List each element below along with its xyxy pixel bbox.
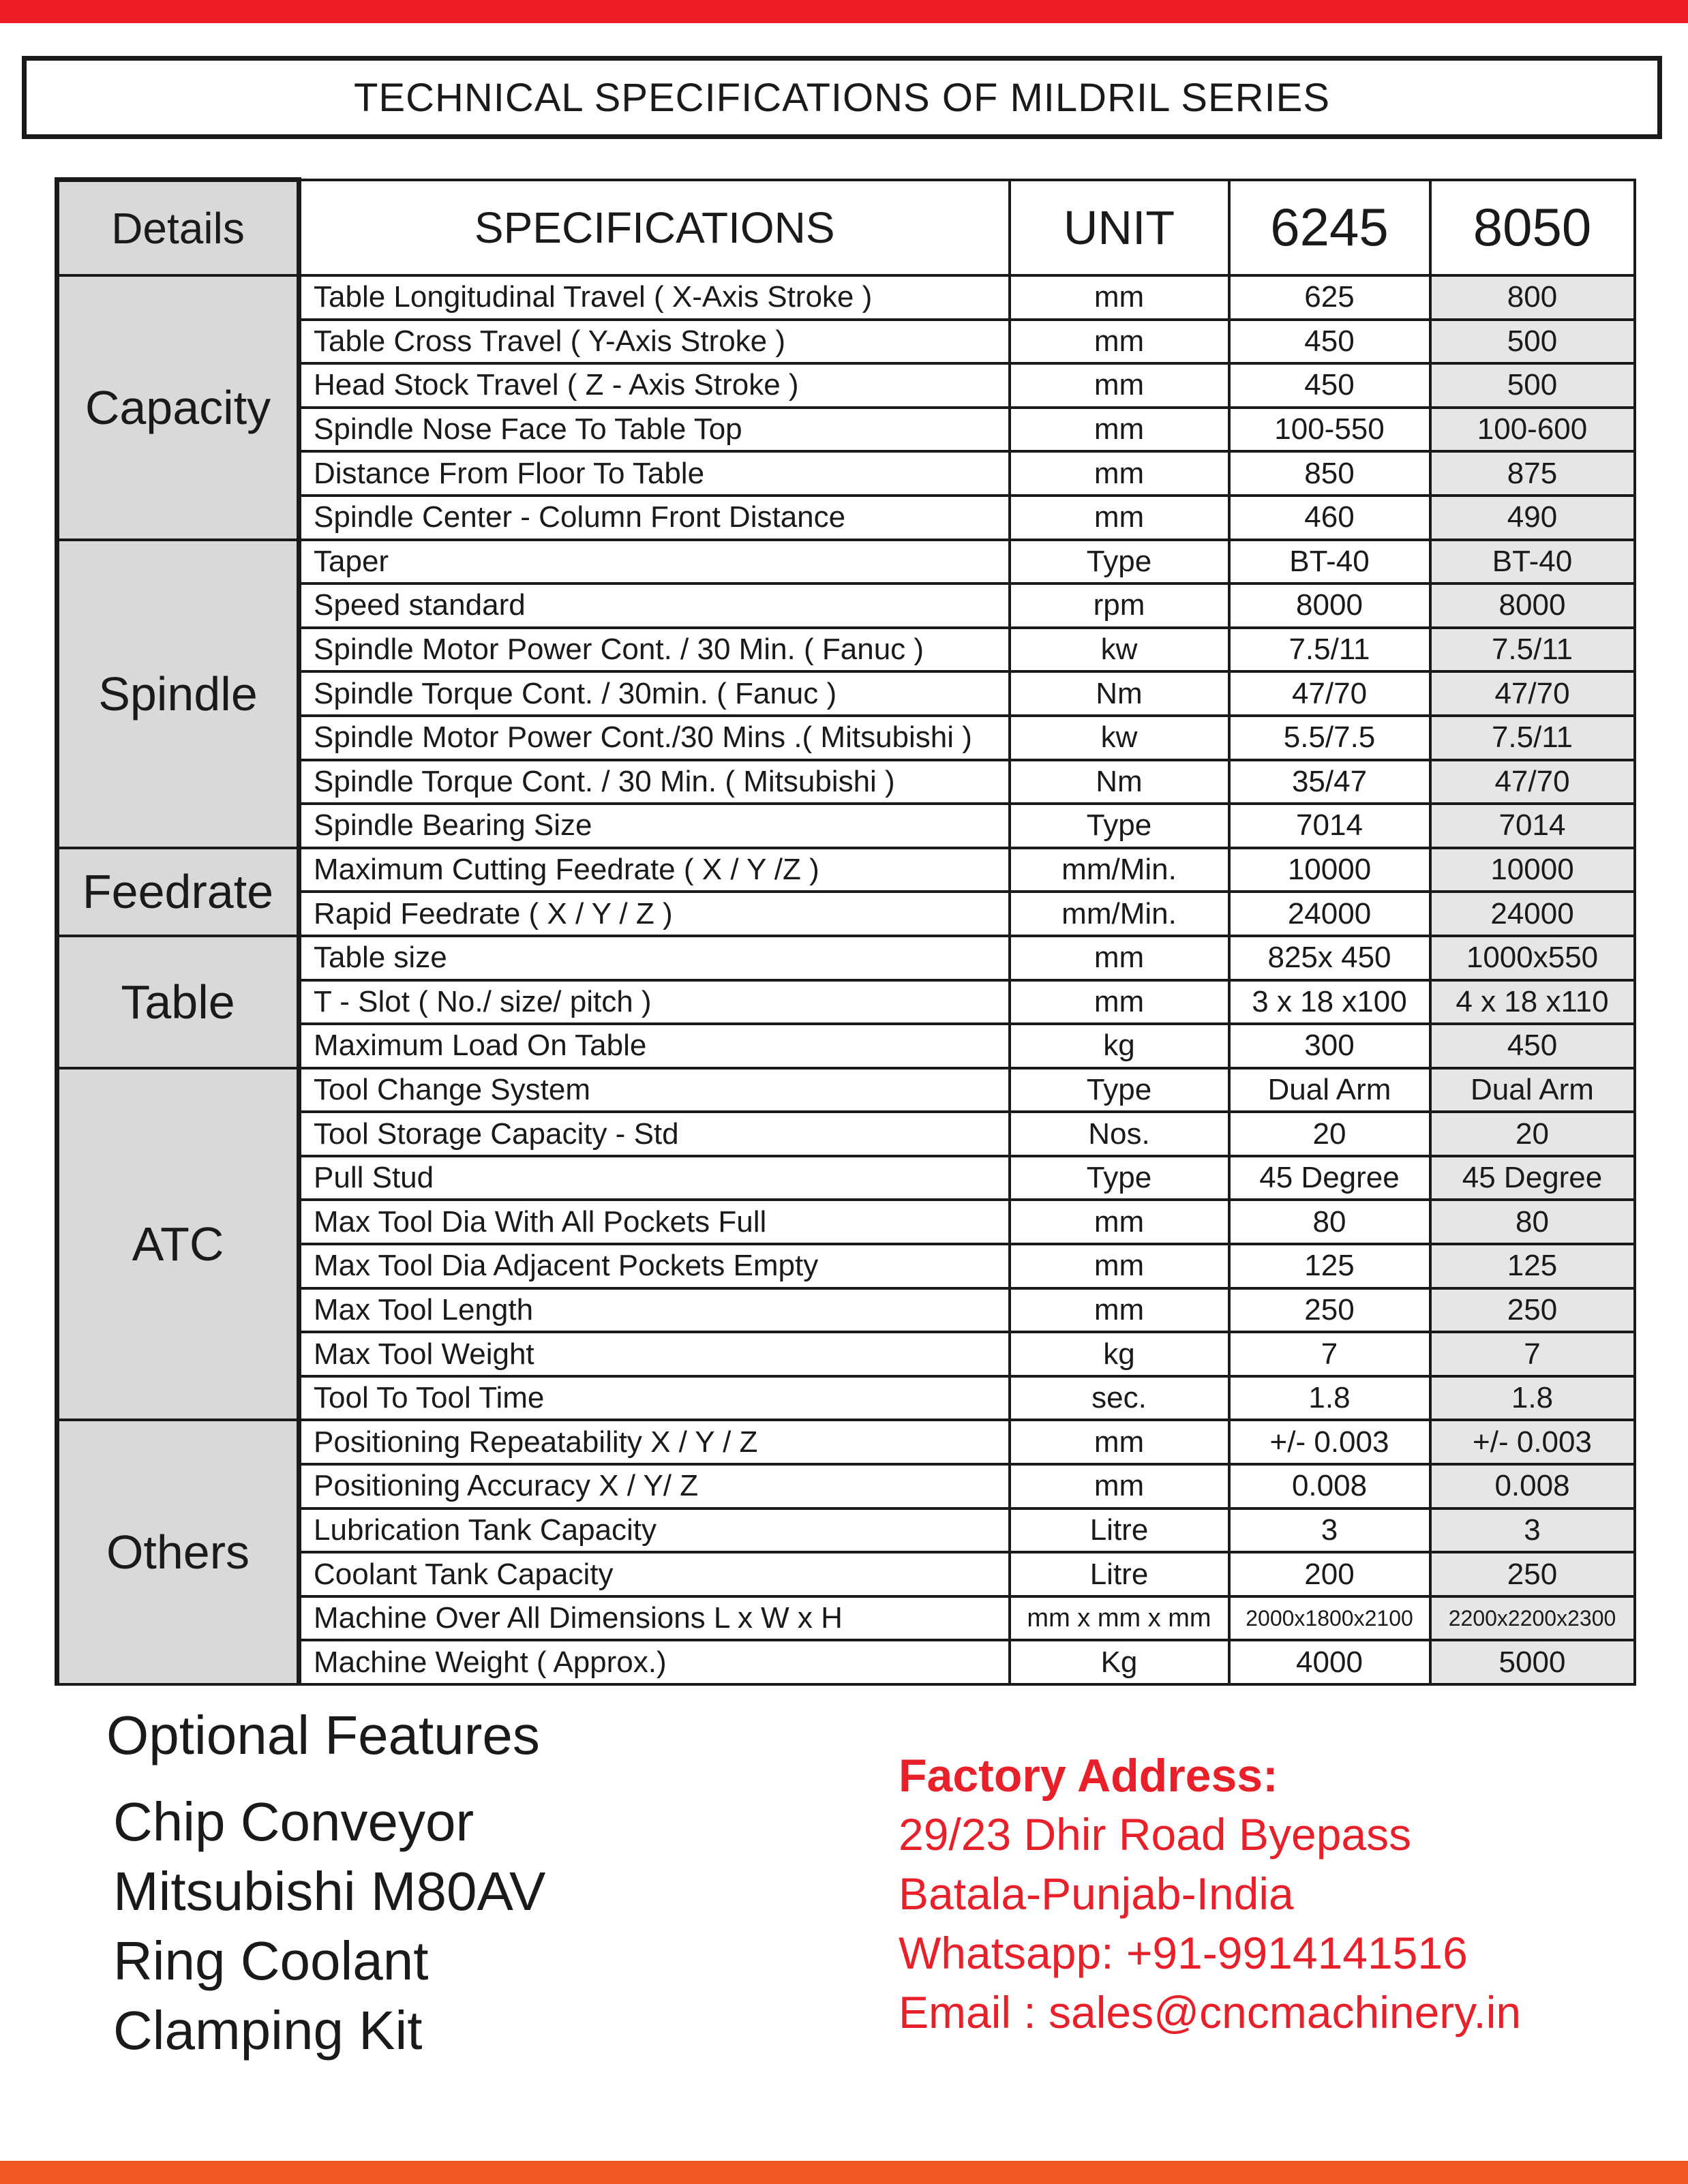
- unit-cell: mm: [1010, 275, 1229, 320]
- optional-feature-item: Chip Conveyor: [113, 1791, 474, 1852]
- unit-cell: Litre: [1010, 1508, 1229, 1553]
- spec-name-cell: Head Stock Travel ( Z - Axis Stroke ): [299, 363, 1010, 408]
- spec-name-cell: Positioning Repeatability X / Y / Z: [299, 1420, 1010, 1464]
- header-model-8050: 8050: [1430, 180, 1635, 276]
- value-6245-cell: 80: [1229, 1200, 1430, 1244]
- optional-features: [106, 1704, 788, 2065]
- spec-name-cell: Distance From Floor To Table: [299, 451, 1010, 496]
- unit-cell: kg: [1010, 1332, 1229, 1376]
- value-6245-cell: 3: [1229, 1508, 1430, 1553]
- spec-name-cell: Speed standard: [299, 583, 1010, 628]
- spec-name-cell: Max Tool Dia With All Pockets Full: [299, 1200, 1010, 1244]
- value-8050-cell: 1.8: [1430, 1376, 1635, 1421]
- value-8050-cell: +/- 0.003: [1430, 1420, 1635, 1464]
- unit-cell: mm: [1010, 980, 1229, 1025]
- unit-cell: Nos.: [1010, 1112, 1229, 1156]
- spec-name-cell: Pull Stud: [299, 1156, 1010, 1200]
- value-6245-cell: 460: [1229, 496, 1430, 540]
- value-8050-cell: 500: [1430, 320, 1635, 364]
- unit-cell: mm: [1010, 1244, 1229, 1288]
- value-8050-cell: 7014: [1430, 804, 1635, 848]
- value-6245-cell: 200: [1229, 1552, 1430, 1596]
- value-8050-cell: 7.5/11: [1430, 716, 1635, 760]
- value-8050-cell: 47/70: [1430, 760, 1635, 804]
- unit-cell: kg: [1010, 1024, 1229, 1068]
- group-label: Feedrate: [57, 848, 299, 936]
- unit-cell: sec.: [1010, 1376, 1229, 1421]
- value-8050-cell: 450: [1430, 1024, 1635, 1068]
- unit-cell: mm: [1010, 320, 1229, 364]
- unit-cell: mm: [1010, 1464, 1229, 1508]
- factory-whatsapp: Whatsapp: +91-9914141516: [899, 1928, 1468, 1978]
- value-8050-cell: Dual Arm: [1430, 1068, 1635, 1112]
- value-6245-cell: +/- 0.003: [1229, 1420, 1430, 1464]
- value-6245-cell: 35/47: [1229, 760, 1430, 804]
- unit-cell: mm x mm x mm: [1010, 1596, 1229, 1641]
- unit-cell: Type: [1010, 1068, 1229, 1112]
- value-8050-cell: 8000: [1430, 583, 1635, 628]
- value-8050-cell: 0.008: [1430, 1464, 1635, 1508]
- value-6245-cell: 24000: [1229, 892, 1430, 936]
- value-6245-cell: 825x 450: [1229, 936, 1430, 980]
- unit-cell: mm: [1010, 1200, 1229, 1244]
- spec-name-cell: Machine Weight ( Approx.): [299, 1640, 1010, 1684]
- spec-name-cell: Positioning Accuracy X / Y/ Z: [299, 1464, 1010, 1508]
- spec-name-cell: T - Slot ( No./ size/ pitch ): [299, 980, 1010, 1025]
- group-label: Capacity: [57, 275, 299, 540]
- table-row: [57, 936, 1635, 980]
- header-unit: UNIT: [1010, 180, 1229, 276]
- value-8050-cell: 10000: [1430, 848, 1635, 892]
- optional-feature-item: Mitsubishi M80AV: [113, 1861, 546, 1922]
- value-6245-cell: 8000: [1229, 583, 1430, 628]
- factory-address-line: Batala-Punjab-India: [899, 1868, 1294, 1919]
- top-accent-bar: [0, 0, 1688, 23]
- unit-cell: mm: [1010, 451, 1229, 496]
- unit-cell: mm: [1010, 363, 1229, 408]
- value-8050-cell: 125: [1430, 1244, 1635, 1288]
- value-6245-cell: BT-40: [1229, 540, 1430, 584]
- unit-cell: Type: [1010, 540, 1229, 584]
- unit-cell: mm/Min.: [1010, 892, 1229, 936]
- unit-cell: Type: [1010, 804, 1229, 848]
- spec-name-cell: Spindle Motor Power Cont. / 30 Min. ( Fanuc ): [299, 628, 1010, 672]
- unit-cell: mm: [1010, 496, 1229, 540]
- value-6245-cell: 250: [1229, 1288, 1430, 1333]
- spec-name-cell: Coolant Tank Capacity: [299, 1552, 1010, 1596]
- value-6245-cell: 7014: [1229, 804, 1430, 848]
- unit-cell: Litre: [1010, 1552, 1229, 1596]
- spec-name-cell: Spindle Motor Power Cont./30 Mins .( Mitsubishi ): [299, 716, 1010, 760]
- value-6245-cell: 3 x 18 x100: [1229, 980, 1430, 1025]
- value-6245-cell: 4000: [1229, 1640, 1430, 1684]
- value-8050-cell: 45 Degree: [1430, 1156, 1635, 1200]
- value-8050-cell: 7.5/11: [1430, 628, 1635, 672]
- unit-cell: Type: [1010, 1156, 1229, 1200]
- value-6245-cell: 47/70: [1229, 671, 1430, 716]
- value-8050-cell: 490: [1430, 496, 1635, 540]
- header-details: Details: [57, 180, 299, 276]
- value-8050-cell: 7: [1430, 1332, 1635, 1376]
- value-6245-cell: 10000: [1229, 848, 1430, 892]
- spec-name-cell: Tool Storage Capacity - Std: [299, 1112, 1010, 1156]
- unit-cell: rpm: [1010, 583, 1229, 628]
- spec-table: [55, 177, 1636, 1686]
- unit-cell: mm: [1010, 936, 1229, 980]
- table-row: [57, 275, 1635, 320]
- spec-name-cell: Spindle Nose Face To Table Top: [299, 408, 1010, 452]
- unit-cell: Nm: [1010, 760, 1229, 804]
- value-6245-cell: 7: [1229, 1332, 1430, 1376]
- spec-name-cell: Table Cross Travel ( Y-Axis Stroke ): [299, 320, 1010, 364]
- group-label: Others: [57, 1420, 299, 1684]
- spec-name-cell: Spindle Bearing Size: [299, 804, 1010, 848]
- value-6245-cell: 7.5/11: [1229, 628, 1430, 672]
- table-row: [57, 1420, 1635, 1464]
- group-label: Table: [57, 936, 299, 1068]
- value-6245-cell: 125: [1229, 1244, 1430, 1288]
- value-6245-cell: 100-550: [1229, 408, 1430, 452]
- factory-address-title: Factory Address:: [899, 1750, 1278, 1802]
- table-header-row: [57, 180, 1635, 276]
- value-6245-cell: 1.8: [1229, 1376, 1430, 1421]
- spec-name-cell: Spindle Torque Cont. / 30 Min. ( Mitsubishi ): [299, 760, 1010, 804]
- value-8050-cell: 250: [1430, 1552, 1635, 1596]
- spec-table-body: [57, 275, 1635, 1684]
- unit-cell: Nm: [1010, 671, 1229, 716]
- unit-cell: kw: [1010, 716, 1229, 760]
- unit-cell: mm: [1010, 1420, 1229, 1464]
- value-8050-cell: 1000x550: [1430, 936, 1635, 980]
- value-8050-cell: 2200x2200x2300: [1430, 1596, 1635, 1641]
- spec-name-cell: Table size: [299, 936, 1010, 980]
- value-6245-cell: 5.5/7.5: [1229, 716, 1430, 760]
- value-8050-cell: 4 x 18 x110: [1430, 980, 1635, 1025]
- spec-name-cell: Max Tool Weight: [299, 1332, 1010, 1376]
- group-label: Spindle: [57, 540, 299, 848]
- spec-name-cell: Table Longitudinal Travel ( X-Axis Stroke ): [299, 275, 1010, 320]
- factory-address: [899, 1746, 1648, 2042]
- factory-address-line: 29/23 Dhir Road Byepass: [899, 1809, 1412, 1860]
- table-row: [57, 540, 1635, 584]
- spec-name-cell: Maximum Cutting Feedrate ( X / Y /Z ): [299, 848, 1010, 892]
- spec-name-cell: Spindle Center - Column Front Distance: [299, 496, 1010, 540]
- value-8050-cell: 20: [1430, 1112, 1635, 1156]
- header-specifications: SPECIFICATIONS: [299, 180, 1010, 276]
- spec-name-cell: Taper: [299, 540, 1010, 584]
- bottom-accent-bar: [0, 2161, 1688, 2184]
- value-8050-cell: 100-600: [1430, 408, 1635, 452]
- value-8050-cell: 24000: [1430, 892, 1635, 936]
- group-label: ATC: [57, 1068, 299, 1421]
- value-6245-cell: 20: [1229, 1112, 1430, 1156]
- table-row: [57, 848, 1635, 892]
- unit-cell: mm: [1010, 408, 1229, 452]
- page-title: TECHNICAL SPECIFICATIONS OF MILDRIL SERIES: [22, 56, 1662, 139]
- optional-feature-item: Clamping Kit: [113, 2000, 423, 2061]
- spec-name-cell: Max Tool Length: [299, 1288, 1010, 1333]
- spec-name-cell: Max Tool Dia Adjacent Pockets Empty: [299, 1244, 1010, 1288]
- spec-name-cell: Machine Over All Dimensions L x W x H: [299, 1596, 1010, 1641]
- optional-features-heading: Optional Features: [106, 1705, 540, 1765]
- value-6245-cell: 45 Degree: [1229, 1156, 1430, 1200]
- unit-cell: Kg: [1010, 1640, 1229, 1684]
- optional-feature-item: Ring Coolant: [113, 1930, 429, 1991]
- spec-name-cell: Tool Change System: [299, 1068, 1010, 1112]
- value-8050-cell: BT-40: [1430, 540, 1635, 584]
- value-6245-cell: 625: [1229, 275, 1430, 320]
- factory-email: Email : sales@cncmachinery.in: [899, 1987, 1522, 2037]
- value-6245-cell: 2000x1800x2100: [1229, 1596, 1430, 1641]
- unit-cell: mm: [1010, 1288, 1229, 1333]
- unit-cell: kw: [1010, 628, 1229, 672]
- spec-name-cell: Lubrication Tank Capacity: [299, 1508, 1010, 1553]
- value-8050-cell: 5000: [1430, 1640, 1635, 1684]
- value-8050-cell: 800: [1430, 275, 1635, 320]
- spec-name-cell: Maximum Load On Table: [299, 1024, 1010, 1068]
- spec-name-cell: Spindle Torque Cont. / 30min. ( Fanuc ): [299, 671, 1010, 716]
- value-8050-cell: 500: [1430, 363, 1635, 408]
- value-8050-cell: 47/70: [1430, 671, 1635, 716]
- value-8050-cell: 3: [1430, 1508, 1635, 1553]
- value-6245-cell: 450: [1229, 363, 1430, 408]
- value-6245-cell: Dual Arm: [1229, 1068, 1430, 1112]
- unit-cell: mm/Min.: [1010, 848, 1229, 892]
- value-6245-cell: 300: [1229, 1024, 1430, 1068]
- table-row: [57, 1068, 1635, 1112]
- header-model-6245: 6245: [1229, 180, 1430, 276]
- spec-name-cell: Rapid Feedrate ( X / Y / Z ): [299, 892, 1010, 936]
- value-8050-cell: 80: [1430, 1200, 1635, 1244]
- spec-name-cell: Tool To Tool Time: [299, 1376, 1010, 1421]
- value-6245-cell: 450: [1229, 320, 1430, 364]
- value-6245-cell: 0.008: [1229, 1464, 1430, 1508]
- value-8050-cell: 250: [1430, 1288, 1635, 1333]
- value-6245-cell: 850: [1229, 451, 1430, 496]
- value-8050-cell: 875: [1430, 451, 1635, 496]
